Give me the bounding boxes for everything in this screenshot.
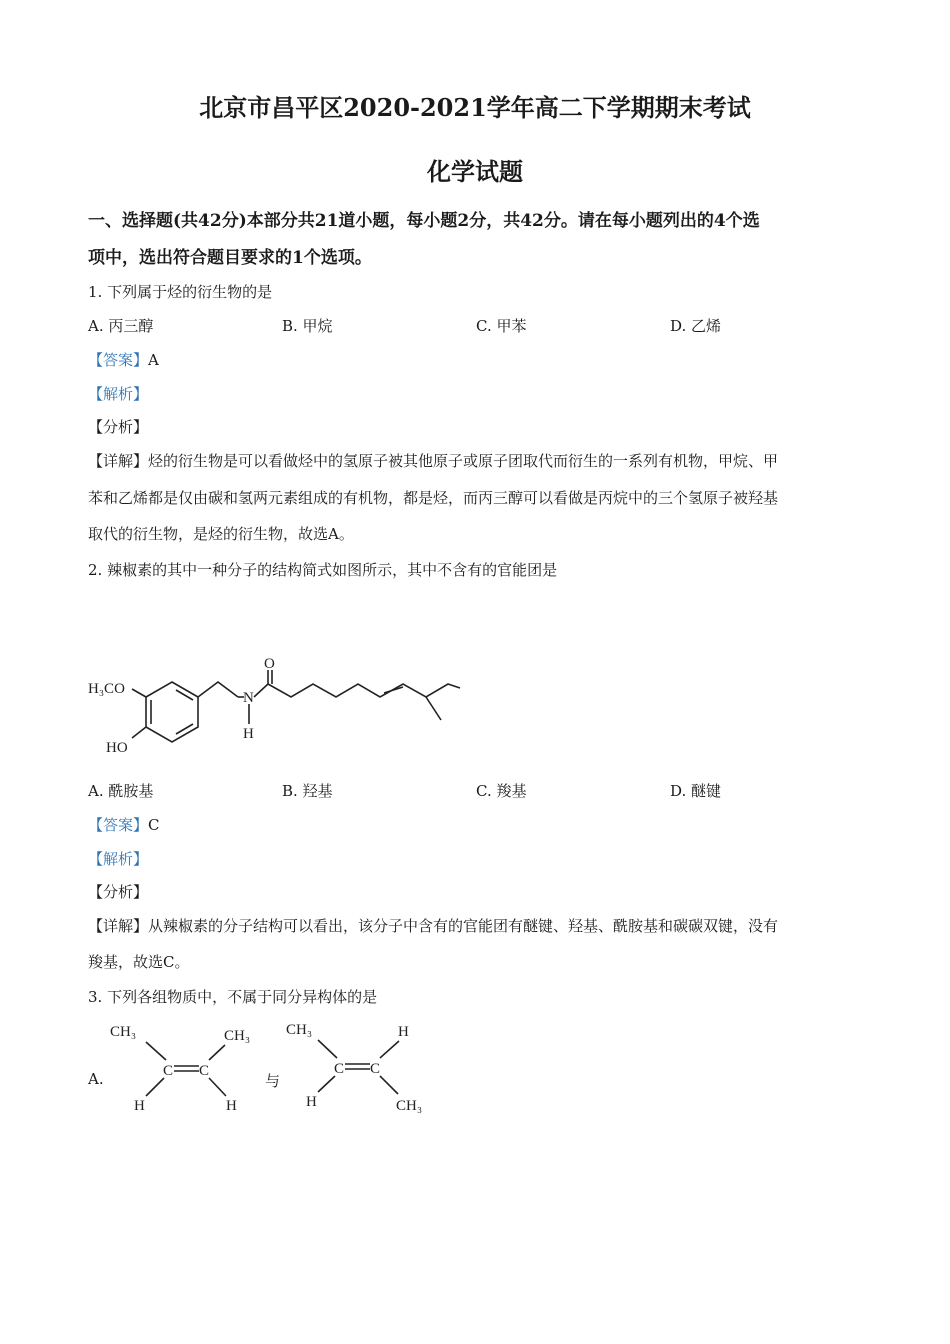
q1-answer-row bbox=[88, 349, 159, 370]
q1-answer: A bbox=[148, 351, 159, 369]
q2-answer-row bbox=[88, 814, 160, 835]
ring-double-bond-2 bbox=[176, 724, 193, 734]
right-bond-h-a bbox=[380, 1041, 399, 1058]
methoxy-bond bbox=[132, 689, 146, 697]
q2-stem: 2. 辣椒素的其中一种分子的结构简式如图所示，其中不含有的官能团是 bbox=[88, 561, 558, 579]
branch-methyl bbox=[426, 697, 441, 720]
right-ch3-top-label: CH₃ bbox=[286, 1022, 313, 1038]
left-ch3-right-label: CH₃ bbox=[224, 1028, 251, 1044]
benzene-ring bbox=[146, 682, 198, 742]
left-c1-label: C bbox=[163, 1063, 174, 1079]
q1-detail-line3: 取代的衍生物，是烃的衍生物，故选A。 bbox=[88, 525, 354, 543]
hydroxy-label: HO bbox=[106, 740, 128, 756]
right-h-bottom-label: H bbox=[306, 1094, 317, 1110]
q1-detail-line2: 苯和乙烯都是仅由碳和氢两元素组成的有机物，都是烃，而丙三醇可以看做是丙烷中的三个氢原子被羟基 bbox=[88, 489, 779, 507]
q2-detail-line1 bbox=[88, 915, 778, 936]
right-bond-h-b bbox=[318, 1076, 335, 1092]
q1-fenxi-tag: 【分析】 bbox=[88, 418, 149, 436]
q2-detail-line2: 羧基，故选C。 bbox=[88, 953, 190, 971]
trans-2-butene-structure bbox=[282, 1012, 442, 1120]
q1-stem: 1. 下列属于烃的衍生物的是 bbox=[88, 283, 273, 301]
section-header-line1: 一、选择题(共42分)本部分共21道小题，每小题2分，共42分。请在每小题列出的4个选 bbox=[88, 211, 760, 231]
q2-answer: C bbox=[148, 816, 160, 834]
q2-option-d: D. 醚键 bbox=[670, 782, 722, 800]
hydroxy-bond bbox=[132, 727, 146, 738]
oxygen-label: O bbox=[264, 656, 275, 672]
q3-option-a-label: A. bbox=[88, 1070, 104, 1088]
q3-stem: 3. 下列各组物质中，不属于同分异构体的是 bbox=[88, 988, 378, 1006]
q2-option-a: A. 酰胺基 bbox=[88, 782, 154, 800]
left-bond-h-a bbox=[146, 1078, 164, 1096]
q2-analysis-tag: 【解析】 bbox=[88, 850, 149, 868]
q2-option-c: C. 羧基 bbox=[476, 782, 527, 800]
right-c1-label: C bbox=[334, 1061, 345, 1077]
ring-double-bond-1 bbox=[176, 690, 193, 700]
q1-analysis-tag: 【解析】 bbox=[88, 385, 149, 403]
q1-detail-text1: 烃的衍生物是可以看做烃中的氢原子被其他原子或原子团取代而衍生的一系列有机物，甲烷、甲 bbox=[148, 452, 779, 470]
right-ch3-bottom-label: CH₃ bbox=[396, 1098, 423, 1114]
methoxy-label: H₃CO bbox=[88, 681, 125, 697]
q1-option-a: A. 丙三醇 bbox=[88, 317, 154, 335]
ch2-chain bbox=[198, 682, 238, 697]
detail-tag: 【详解】 bbox=[88, 917, 149, 935]
left-h-right-label: H bbox=[226, 1098, 237, 1114]
right-c2-label: C bbox=[370, 1061, 381, 1077]
alkene-double-bond bbox=[384, 687, 403, 693]
answer-tag: 【答案】 bbox=[88, 351, 149, 369]
right-bond-ch3-a bbox=[318, 1040, 337, 1058]
left-bond-ch3-a bbox=[146, 1042, 166, 1060]
answer-tag: 【答案】 bbox=[88, 816, 149, 834]
right-bond-ch3-b bbox=[380, 1076, 398, 1094]
section-header-line2: 项中，选出符合题目要求的1个选项。 bbox=[88, 248, 372, 268]
left-ch3-top-label: CH₃ bbox=[110, 1024, 137, 1040]
q3-connector: 与 bbox=[265, 1072, 281, 1090]
left-c2-label: C bbox=[199, 1063, 210, 1079]
right-h-top-label: H bbox=[398, 1024, 409, 1040]
q1-detail-line1 bbox=[88, 450, 778, 471]
left-bond-ch3-b bbox=[209, 1045, 225, 1060]
left-bond-h-b bbox=[209, 1078, 226, 1096]
q1-option-c: C. 甲苯 bbox=[476, 317, 527, 335]
q1-option-b: B. 甲烷 bbox=[282, 317, 333, 335]
page-subtitle: 化学试题 bbox=[427, 157, 523, 186]
capsaicin-structure-diagram bbox=[86, 648, 476, 760]
q2-detail-text1: 从辣椒素的分子结构可以看出，该分子中含有的官能团有醚键、羟基、酰胺基和碳碳双键，没有 bbox=[148, 917, 779, 935]
detail-tag: 【详解】 bbox=[88, 452, 149, 470]
n-carbonyl-bond bbox=[254, 684, 268, 697]
q1-option-d: D. 乙烯 bbox=[670, 317, 722, 335]
page-title: 北京市昌平区2020-2021学年高二下学期期末考试 bbox=[199, 93, 751, 122]
amide-hydrogen-label: H bbox=[243, 726, 254, 742]
q2-option-b: B. 羟基 bbox=[282, 782, 333, 800]
cis-2-butene-structure bbox=[106, 1012, 266, 1120]
left-h-left-label: H bbox=[134, 1098, 145, 1114]
q2-fenxi-tag: 【分析】 bbox=[88, 883, 149, 901]
alkyl-chain bbox=[268, 684, 460, 697]
nitrogen-label: N bbox=[243, 690, 254, 706]
